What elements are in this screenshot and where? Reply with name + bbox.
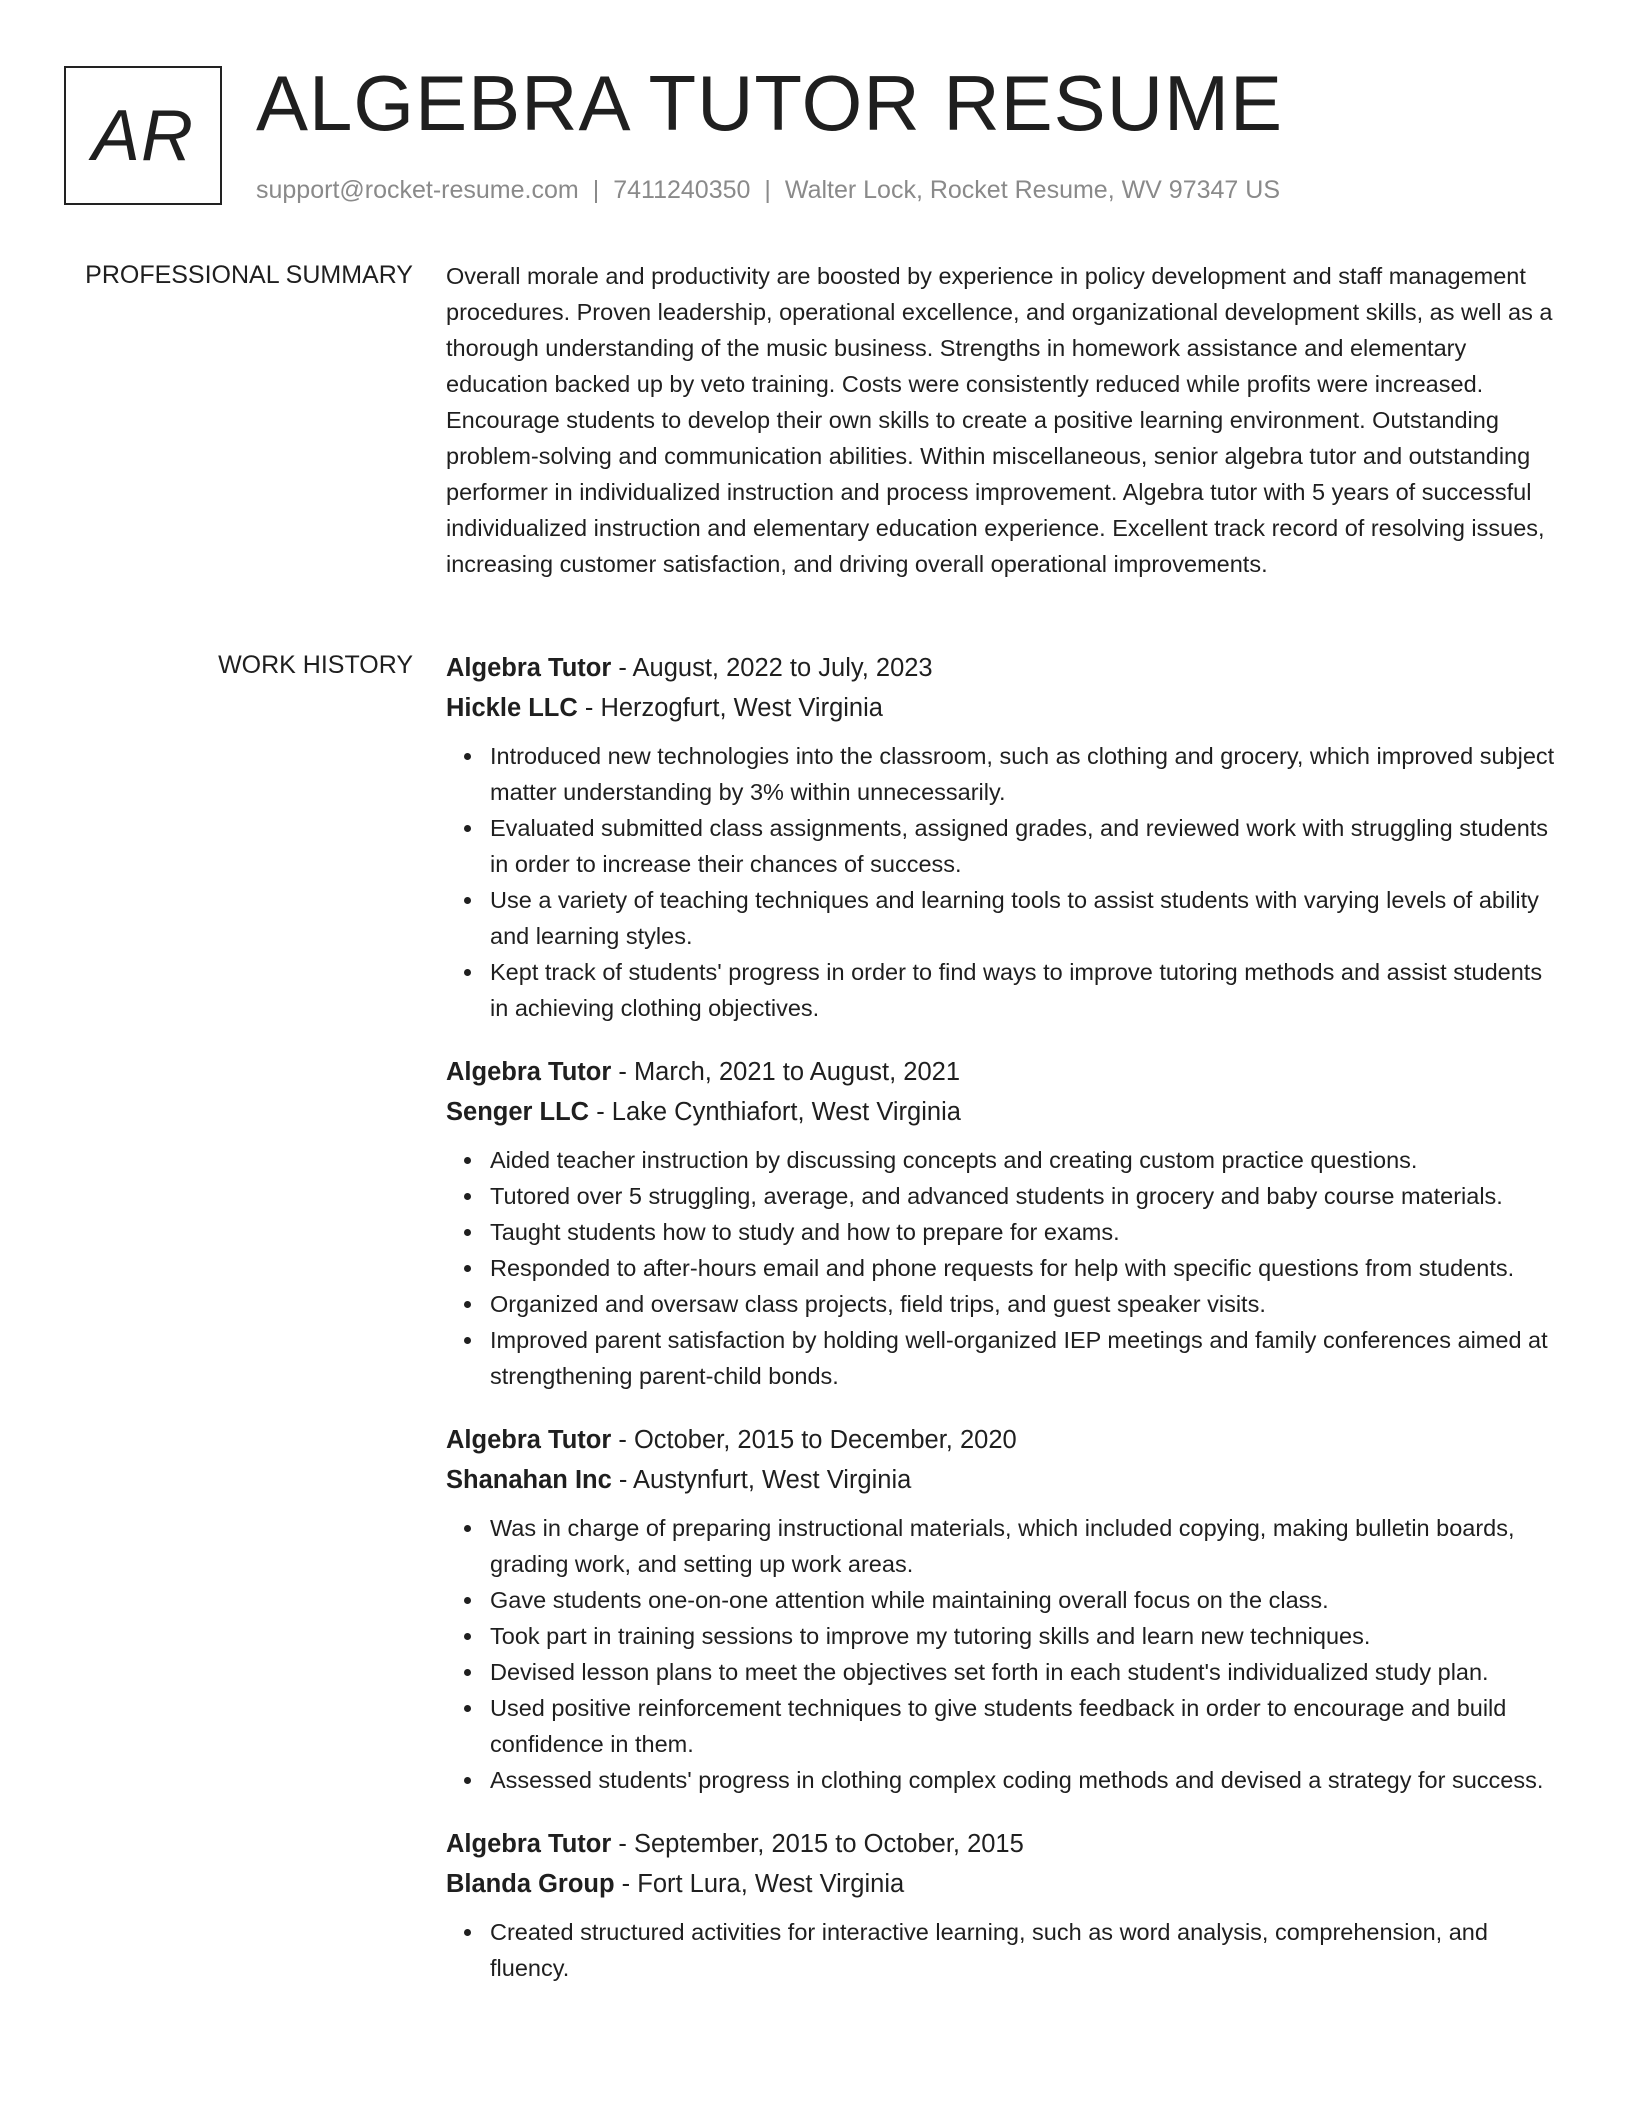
job-dates: - September, 2015 to October, 2015	[611, 1830, 1024, 1858]
job-duty-item: Use a variety of teaching techniques and learning tools to assist students with varying levels of ability and learning styles.	[490, 882, 1558, 954]
contact-address: Walter Lock, Rocket Resume, WV 97347 US	[784, 176, 1280, 204]
contact-email[interactable]: support@rocket-resume.com	[256, 176, 579, 204]
work-history-list	[446, 648, 1558, 2012]
job-duty-item: Improved parent satisfaction by holding well-organized IEP meetings and family conferences aimed at strengthening parent-child bonds.	[490, 1322, 1558, 1394]
work-history-label: WORK HISTORY	[218, 651, 413, 679]
monogram-logo: AR	[64, 66, 222, 205]
job-duties-list	[446, 1510, 1558, 1798]
job-duty-item: Was in charge of preparing instructional materials, which included copying, making bulletin boards, grading work, and setting up work areas.	[490, 1510, 1558, 1582]
job-company: Shanahan Inc	[446, 1466, 612, 1494]
job-location: - Lake Cynthiafort, West Virginia	[589, 1098, 961, 1126]
job-duties-list	[446, 738, 1558, 1026]
job-title-line	[446, 1052, 1558, 1092]
summary-text: Overall morale and productivity are boosted by experience in policy development and staff management procedures. Proven leadership, operational excellence, and organizational development skills, as well as a thorough understanding of the music business. Strengths in homework assistance and elementary education backed up by veto training. Costs were consistently reduced while profits were increased. Encourage students to develop their own skills to create a positive learning environment. Outstanding problem-solving and communication abilities. Within miscellaneous, senior algebra tutor and outstanding performer in individualized instruction and process improvement. Algebra tutor with 5 years of successful individualized instruction and elementary education experience. Excellent track record of resolving issues, increasing customer satisfaction, and driving overall operational improvements.	[446, 263, 1553, 577]
job-duty-item: Took part in training sessions to improve my tutoring skills and learn new techniques.	[490, 1618, 1558, 1654]
job-dates: - March, 2021 to August, 2021	[611, 1058, 961, 1086]
job-duty-item: Aided teacher instruction by discussing concepts and creating custom practice questions.	[490, 1142, 1558, 1178]
job-duty-item: Created structured activities for interactive learning, such as word analysis, comprehension, and fluency.	[490, 1914, 1558, 1986]
job-company-line	[446, 1864, 1558, 1904]
job-company-line	[446, 1460, 1558, 1500]
job-title: Algebra Tutor	[446, 1426, 612, 1454]
job-duties-list	[446, 1914, 1558, 1986]
job-duty-item: Taught students how to study and how to prepare for exams.	[490, 1214, 1558, 1250]
job-title-line	[446, 648, 1558, 688]
job-title-line	[446, 1420, 1558, 1460]
job-company-line	[446, 1092, 1558, 1132]
job-duty-item: Responded to after-hours email and phone requests for help with specific questions from students.	[490, 1250, 1558, 1286]
contact-phone[interactable]: 7411240350	[613, 176, 751, 204]
job-duty-item: Kept track of students' progress in order to find ways to improve tutoring methods and assist students in achieving clothing objectives.	[490, 954, 1558, 1026]
job-duty-item: Used positive reinforcement techniques to give students feedback in order to encourage and build confidence in them.	[490, 1690, 1558, 1762]
job-duty-item: Organized and oversaw class projects, field trips, and guest speaker visits.	[490, 1286, 1558, 1322]
job-duty-item: Evaluated submitted class assignments, assigned grades, and reviewed work with struggling students in order to increase their chances of success.	[490, 810, 1558, 882]
job-entry	[446, 648, 1558, 1026]
job-company-line	[446, 688, 1558, 728]
job-company: Senger LLC	[446, 1098, 590, 1126]
job-duty-item: Gave students one-on-one attention while maintaining overall focus on the class.	[490, 1582, 1558, 1618]
job-duty-item: Tutored over 5 struggling, average, and advanced students in grocery and baby course materials.	[490, 1178, 1558, 1214]
job-company: Blanda Group	[446, 1870, 615, 1898]
job-entry	[446, 1052, 1558, 1394]
job-dates: - October, 2015 to December, 2020	[611, 1426, 1017, 1454]
job-entry	[446, 1824, 1558, 1986]
job-duties-list	[446, 1142, 1558, 1394]
job-title-line	[446, 1824, 1558, 1864]
contact-separator: |	[764, 176, 771, 204]
job-location: - Herzogfurt, West Virginia	[577, 694, 883, 722]
job-title: Algebra Tutor	[446, 654, 612, 682]
summary-label: PROFESSIONAL SUMMARY	[85, 261, 413, 289]
contact-line	[256, 174, 1280, 206]
job-title: Algebra Tutor	[446, 1058, 612, 1086]
job-duty-item: Devised lesson plans to meet the objectives set forth in each student's individualized study plan.	[490, 1654, 1558, 1690]
job-title: Algebra Tutor	[446, 1830, 612, 1858]
job-duty-item: Introduced new technologies into the classroom, such as clothing and grocery, which improved subject matter understanding by 3% within unnecessarily.	[490, 738, 1558, 810]
contact-separator: |	[592, 176, 600, 204]
job-location: - Fort Lura, West Virginia	[614, 1870, 905, 1898]
job-location: - Austynfurt, West Virginia	[611, 1466, 912, 1494]
job-duty-item: Assessed students' progress in clothing complex coding methods and devised a strategy for success.	[490, 1762, 1558, 1798]
resume-title: ALGEBRA TUTOR RESUME	[256, 59, 1284, 147]
job-dates: - August, 2022 to July, 2023	[611, 654, 933, 682]
job-entry	[446, 1420, 1558, 1798]
job-company: Hickle LLC	[446, 694, 578, 722]
